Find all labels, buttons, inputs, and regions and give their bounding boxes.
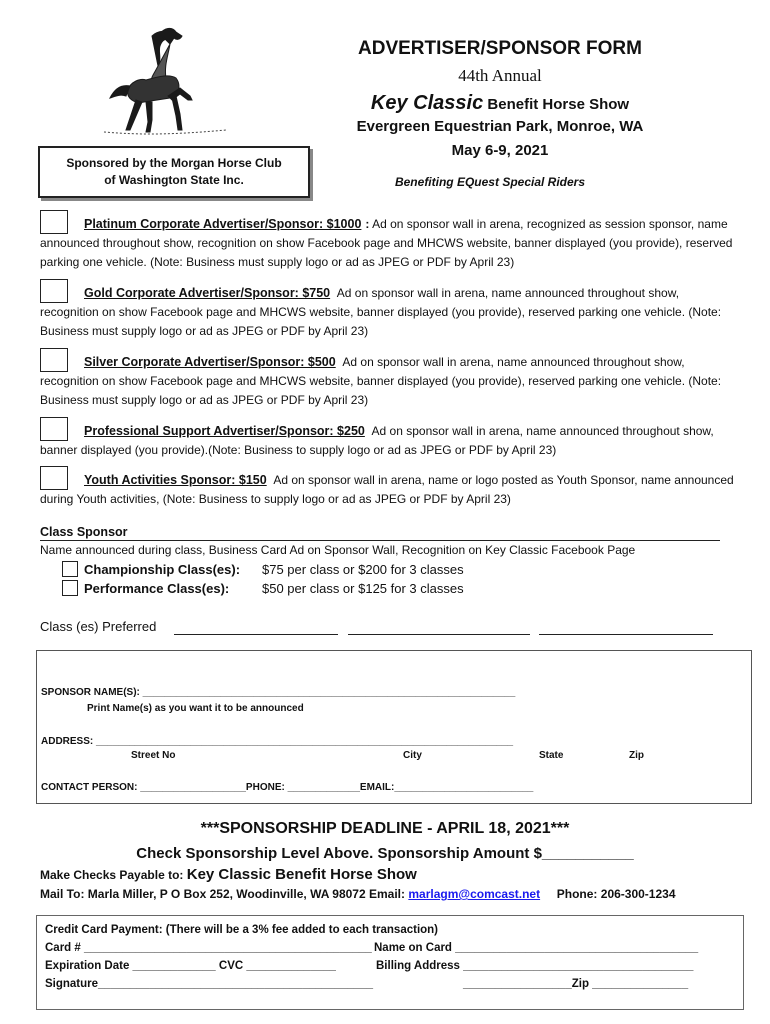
name-on-card-field[interactable]: Name on Card ______________________________________ (374, 942, 699, 954)
show-name-line (330, 92, 670, 115)
billing-zip-field[interactable]: _________________Zip _______________ (463, 978, 689, 990)
tier-description: Ad on sponsor wall in arena, name announced throughout show, recognition on show Facebook page and MHCWS website, banner displayed (you provide), reserved parking one vehicle. (Note: Business must supply logo or ad as JPEG or PDF by April 23) (40, 355, 722, 407)
print-names-hint: Print Name(s) as you want it to be announced (87, 703, 304, 714)
sponsorship-amount-line[interactable]: Check Sponsorship Level Above. Sponsorship Amount $___________ (136, 845, 634, 862)
tier-professional (40, 417, 735, 460)
credit-card-box (36, 915, 744, 1010)
tier-name: Professional Support Advertiser/Sponsor: $250 (84, 424, 365, 438)
phone: Phone: 206-300-1234 (556, 887, 676, 901)
performance-label: Performance Class(es): (84, 581, 230, 596)
mail-line (40, 887, 740, 901)
championship-checkbox[interactable] (62, 561, 78, 577)
tier-checkbox-youth[interactable] (40, 466, 68, 490)
sponsor-names-field[interactable]: SPONSOR NAME(S): ___________________________________________________________________ (41, 687, 516, 698)
class-preferred-field-3[interactable] (539, 633, 713, 635)
tier-checkbox-gold[interactable] (40, 279, 68, 303)
class-preferred-field-2[interactable] (348, 633, 530, 635)
tier-description: Ad on sponsor wall in arena, recognized as session sponsor, name announced throughout show, recognition on show Facebook page and MHCWS website, banner displayed (you provide), reserved parking one vehicle. (Note: Business must supply logo or ad as JPEG or PDF by April 23) (40, 217, 733, 269)
payable-label: Make Checks Payable to: (40, 868, 184, 882)
tier-name: Silver Corporate Advertiser/Sponsor: $500 (84, 355, 336, 369)
tier-description: Ad on sponsor wall in arena, name announced throughout show, banner displayed (you provide).(Note: Business to supply logo or ad as JPEG or PDF by April 23) (40, 424, 714, 457)
championship-price: $75 per class or $200 for 3 classes (262, 562, 464, 577)
street-no-label: Street No (131, 750, 176, 761)
payable-line (40, 866, 417, 883)
expiration-cvc-field[interactable]: Expiration Date _____________ CVC ______________ (45, 960, 336, 972)
benefiting-line: Benefiting EQuest Special Riders (394, 175, 586, 189)
tier-platinum: Platinum Corporate Advertiser/Sponsor: $1000 : Ad on sponsor wall in arena, recognized as session sponsor, name announced throughout show, recognition on show Facebook page and MHCWS website, banner displayed (you provide), reserved parking one vehicle. (Note: Business must supply logo or ad as JPEG or PDF by April 23) (40, 210, 735, 272)
signature-field[interactable]: Signature___________________________________________ (45, 978, 374, 990)
class-sponsor-heading: Class Sponsor (40, 525, 720, 541)
horse-logo-icon (100, 26, 230, 138)
address-field[interactable]: ADDRESS: ___________________________________________________________________________ (41, 736, 514, 747)
city-label: City (403, 750, 422, 761)
tier-description: Ad on sponsor wall in arena, name announced throughout show, recognition on show Facebook page and MHCWS website, banner displayed (you provide), reserved parking one vehicle. (Note: Business must supply logo or ad as JPEG or PDF by April 23) (40, 286, 722, 338)
tier-checkbox-professional[interactable] (40, 417, 68, 441)
tier-name: Gold Corporate Advertiser/Sponsor: $750 (84, 286, 331, 300)
annual-edition: 44th Annual (458, 66, 542, 85)
class-sponsor-description: Name announced during class, Business Card Ad on Sponsor Wall, Recognition on Key Classic Facebook Page (40, 543, 636, 557)
class-preferred-label: Class (es) Preferred (40, 619, 157, 634)
performance-checkbox[interactable] (62, 580, 78, 596)
payable-name: Key Classic Benefit Horse Show (186, 866, 417, 883)
card-number-field[interactable]: Card # _____________________________________________ (45, 942, 372, 954)
mail-address: Mail To: Marla Miller, P O Box 252, Woodinville, WA 98072 Email: (40, 887, 405, 901)
billing-address-field[interactable]: Billing Address ____________________________________ (376, 960, 694, 972)
zip-label: Zip (629, 750, 644, 761)
venue: Evergreen Equestrian Park, Monroe, WA (356, 118, 644, 135)
tier-name: Youth Activities Sponsor: $150 (84, 473, 267, 487)
championship-label: Championship Class(es): (84, 562, 241, 577)
tier-youth (40, 466, 735, 509)
sponsored-by-line-2: of Washington State Inc. (104, 173, 244, 187)
tier-name: Platinum Corporate Advertiser/Sponsor: $1000 (84, 217, 362, 231)
credit-card-heading: Credit Card Payment: (There will be a 3% fee added to each transaction) (45, 924, 439, 936)
contact-phone-email-field[interactable]: CONTACT PERSON: ___________________PHONE: _____________EMAIL:_________________________ (41, 782, 534, 793)
email-link[interactable]: marlagm@comcast.net (408, 887, 541, 901)
performance-price: $50 per class or $125 for 3 classes (262, 581, 464, 596)
state-label: State (539, 750, 564, 761)
class-preferred-field-1[interactable] (174, 633, 338, 635)
show-suffix: Benefit Horse Show (487, 96, 630, 113)
sponsor-info-box (36, 650, 752, 804)
tier-checkbox-platinum[interactable] (40, 210, 68, 234)
sponsored-by-box (38, 146, 310, 198)
sponsorship-deadline: ***SPONSORSHIP DEADLINE - APRIL 18, 2021*** (200, 820, 570, 837)
championship-row (62, 561, 464, 577)
sponsored-by-line-1: Sponsored by the Morgan Horse Club (66, 156, 282, 170)
show-dates: May 6-9, 2021 (451, 142, 549, 159)
tier-checkbox-silver[interactable] (40, 348, 68, 372)
tier-description: Ad on sponsor wall in arena, name or logo posted as Youth Sponsor, name announced during Youth activities, (Note: Business to supply logo or ad as JPEG or PDF by April 23) (40, 473, 734, 506)
tier-silver (40, 348, 735, 410)
performance-row (62, 580, 464, 596)
form-title: ADVERTISER/SPONSOR FORM (358, 38, 642, 59)
tier-gold (40, 279, 735, 341)
show-name: Key Classic (370, 92, 484, 114)
